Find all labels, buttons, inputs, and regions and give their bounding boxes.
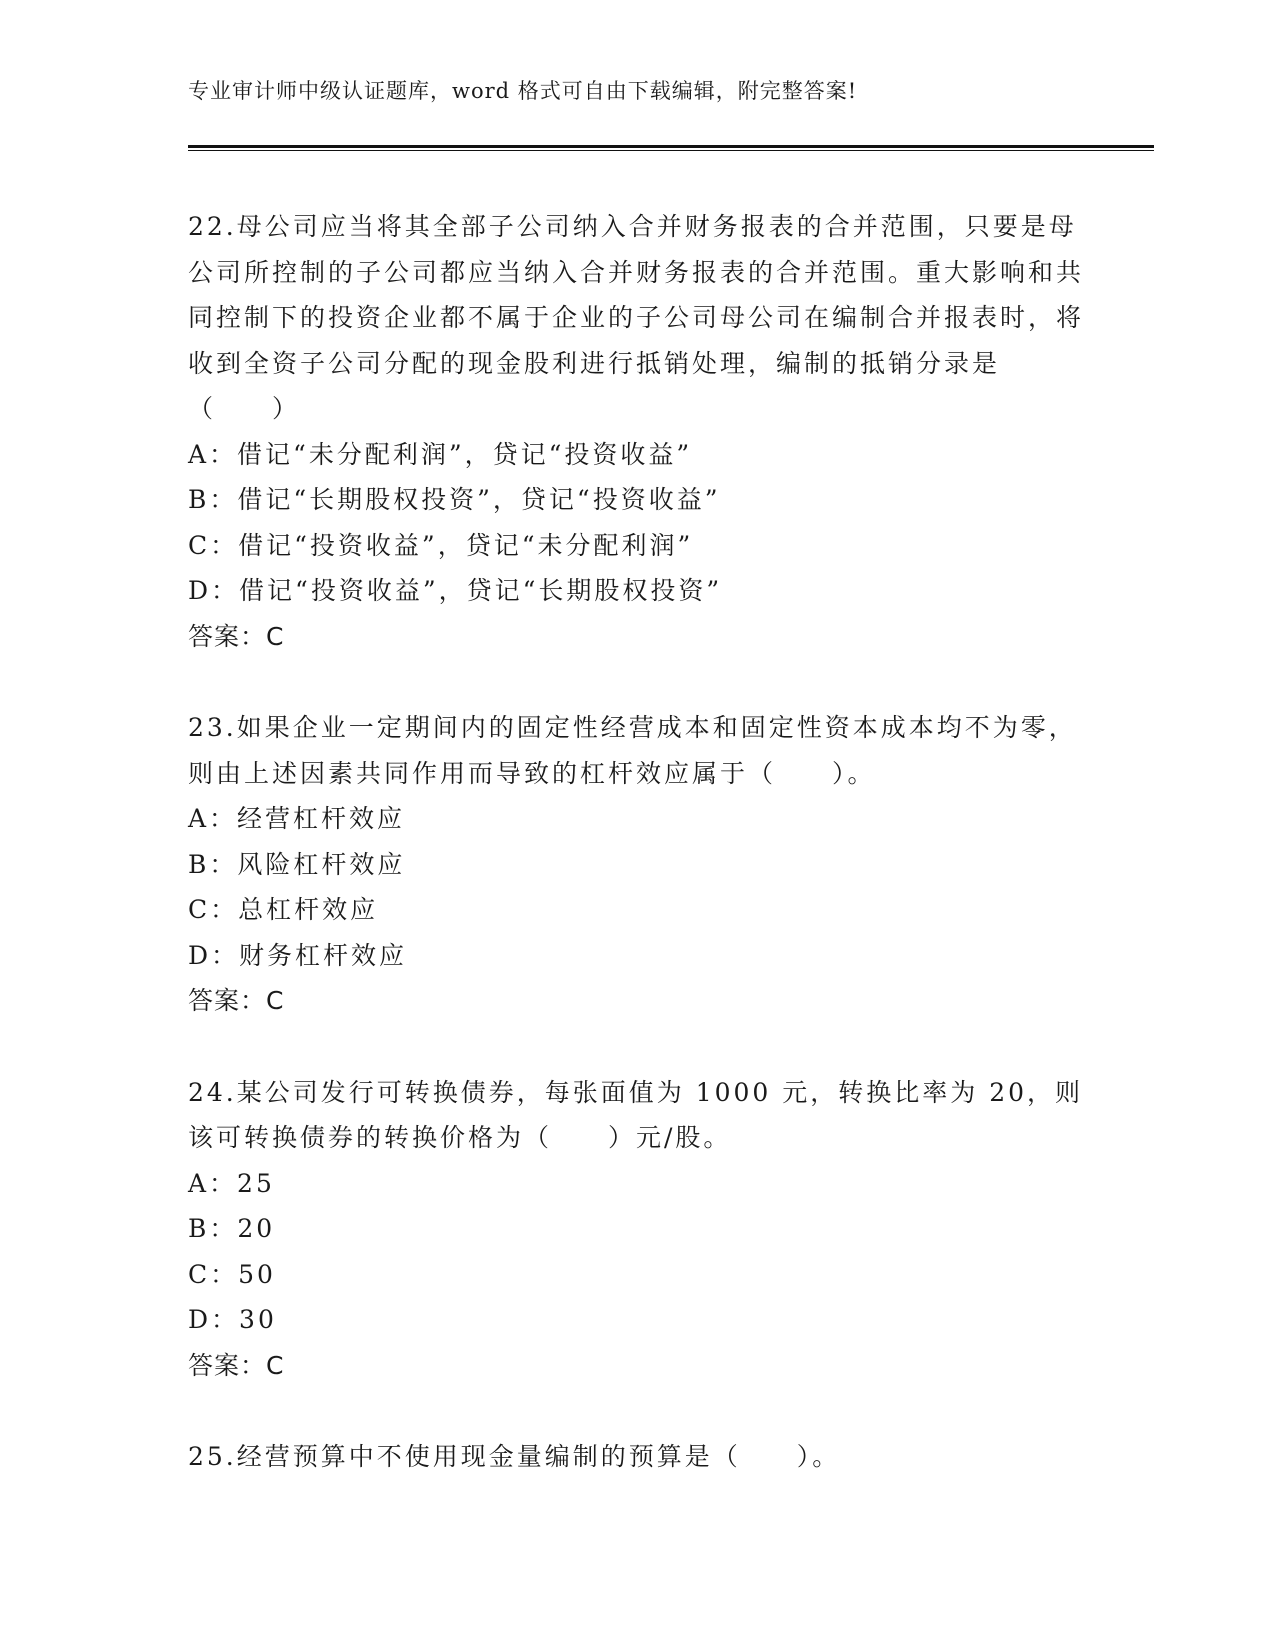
page-header: 专业审计师中级认证题库，word 格式可自由下载编辑，附完整答案!: [188, 79, 858, 103]
question-stem: 25.经营预算中不使用现金量编制的预算是（ ）。: [188, 1442, 841, 1471]
question-22: [188, 204, 1088, 659]
option-c: C：借记“投资收益”，贷记“未分配利润”: [188, 530, 694, 560]
answer: 答案：C: [188, 986, 285, 1015]
option-b: B：风险杠杆效应: [188, 849, 406, 879]
question-stem: 23.如果企业一定期间内的固定性经营成本和固定性资本成本均不为零，则由上述因素共同作用而导致的杠杆效应属于（ ）。: [188, 713, 1077, 788]
option-b: B：借记“长期股权投资”，贷记“投资收益”: [188, 485, 721, 514]
option-d: D：财务杠杆效应: [188, 940, 408, 970]
question-stem: 24.某公司发行可转换债券，每张面值为 1000 元，转换比率为 20，则该可转换债券的转换价格为（ ）元/股。: [188, 1077, 1084, 1152]
option-d: D：借记“投资收益”，贷记“长期股权投资”: [188, 576, 723, 605]
question-24: [188, 1070, 1088, 1389]
option-a: A：25: [188, 1168, 275, 1198]
option-a: A：借记“未分配利润”，贷记“投资收益”: [188, 439, 693, 469]
answer: 答案：C: [188, 621, 285, 651]
header-divider: [188, 145, 1154, 151]
answer: 答案：C: [188, 1350, 285, 1380]
question-23: [188, 705, 1088, 1024]
option-a: A：经营杠杆效应: [188, 804, 406, 833]
option-d: D：30: [188, 1305, 277, 1334]
option-c: C：总杠杆效应: [188, 895, 379, 924]
question-stem: 22.母公司应当将其全部子公司纳入合并财务报表的合并范围，只要是母公司所控制的子公司都应当纳入合并财务报表的合并范围。重大影响和共同控制下的投资企业都不属于企业的子公司母公司在编制合并报表时，将收到全资子公司分配的现金股利进行抵销处理，编制的抵销分录是（ ）: [188, 212, 1085, 423]
question-25: [188, 1434, 1088, 1480]
question-list: [188, 204, 1088, 1526]
option-b: B：20: [188, 1214, 276, 1243]
option-c: C：50: [188, 1259, 276, 1289]
